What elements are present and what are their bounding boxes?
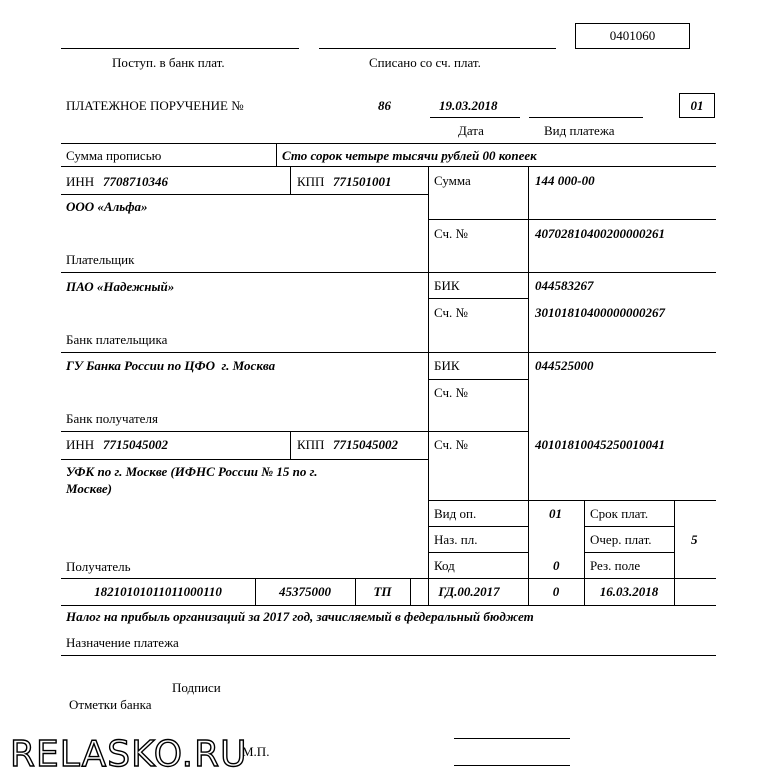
recipient-account-label: Сч. № <box>434 437 468 452</box>
recipient-bank-label: Банк получателя <box>66 411 158 426</box>
tax-kbk: 18210101011011000110 <box>94 584 222 599</box>
watermark-logo: RELASKO.RU <box>10 734 248 775</box>
payer-account: 40702810400200000261 <box>535 226 665 241</box>
grid-line <box>428 166 429 605</box>
amount-words-label: Сумма прописью <box>66 148 162 163</box>
debited-label: Списано со сч. плат. <box>369 55 481 70</box>
payer-account-label: Сч. № <box>434 226 468 241</box>
payer-kpp-label: КПП <box>297 174 325 189</box>
recipient-bank-name: ГУ Банка России по ЦФО г. Москва <box>66 358 276 373</box>
recipient-account: 40101810045250010041 <box>535 437 665 452</box>
grid-line <box>61 605 716 606</box>
op-type-label: Вид оп. <box>434 506 477 521</box>
payer-bank-account: 30101810400000000267 <box>535 305 665 320</box>
payer-inn-label: ИНН <box>66 174 95 189</box>
tax-doc-date: 16.03.2018 <box>599 584 659 599</box>
signatures-label: Подписи <box>172 680 221 695</box>
recipient-name: УФК по г. Москве (ИФНС России № 15 по г. Москве) <box>66 464 318 496</box>
grid-line <box>61 143 716 144</box>
date-label: Дата <box>458 123 484 138</box>
payer-inn: 7708710346 <box>103 174 168 189</box>
payer-label: Плательщик <box>66 252 135 267</box>
tax-basis: ТП <box>373 584 392 599</box>
grid-line <box>276 143 277 166</box>
document-date: 19.03.2018 <box>439 98 498 113</box>
recipient-bank-bik: 044525000 <box>535 358 594 373</box>
payer-bank-bik-label: БИК <box>434 278 460 293</box>
payer-name: ООО «Альфа» <box>66 199 148 214</box>
grid-line <box>61 194 428 195</box>
priority-label: Очер. плат. <box>590 532 652 547</box>
document-number: 86 <box>378 98 391 113</box>
purpose-code-label: Наз. пл. <box>434 532 478 547</box>
payer-bank-name: ПАО «Надежный» <box>66 279 175 294</box>
payer-bank-account-label: Сч. № <box>434 305 468 320</box>
grid-line <box>61 166 716 167</box>
amount-value: 144 000-00 <box>535 173 595 188</box>
priority-value: 5 <box>691 532 698 547</box>
payer-status: 01 <box>690 98 704 113</box>
op-type-value: 01 <box>549 506 562 521</box>
form-code-box <box>575 23 690 49</box>
debited-date-line <box>319 48 556 49</box>
document-title: ПЛАТЕЖНОЕ ПОРУЧЕНИЕ № <box>66 98 244 113</box>
recipient-kpp: 7715045002 <box>333 437 398 452</box>
grid-line <box>428 219 716 220</box>
grid-line <box>61 431 528 432</box>
grid-line <box>674 500 675 605</box>
payer-kpp: 771501001 <box>333 174 392 189</box>
amount-label: Сумма <box>434 173 471 188</box>
code-label: Код <box>434 558 455 573</box>
received-date-line <box>61 48 299 49</box>
received-label: Поступ. в банк плат. <box>112 55 225 70</box>
amount-words-value: Сто сорок четыре тысячи рублей 00 копеек <box>282 148 537 163</box>
payer-bank-bik: 044583267 <box>535 278 594 293</box>
recipient-kpp-label: КПП <box>297 437 325 452</box>
bank-marks-label: Отметки банка <box>69 697 152 712</box>
tax-oktmo: 45375000 <box>279 584 331 599</box>
purpose-label: Назначение платежа <box>66 635 179 650</box>
recipient-bank-account-label: Сч. № <box>434 385 468 400</box>
grid-line <box>428 298 528 299</box>
form-code: 0401060 <box>609 28 656 43</box>
code-value: 0 <box>553 558 560 573</box>
recipient-bank-bik-label: БИК <box>434 358 460 373</box>
grid-line <box>428 500 716 501</box>
recipient-inn: 7715045002 <box>103 437 168 452</box>
grid-line <box>61 459 428 460</box>
grid-line <box>61 352 716 353</box>
term-label: Срок плат. <box>590 506 649 521</box>
grid-line <box>584 526 674 527</box>
recipient-inn-label: ИНН <box>66 437 95 452</box>
tax-period: ГД.00.2017 <box>438 584 500 599</box>
grid-line <box>428 526 528 527</box>
date-line <box>430 117 520 118</box>
stamp-label: М.П. <box>242 744 270 759</box>
grid-line <box>428 552 528 553</box>
payment-type-line <box>529 117 643 118</box>
grid-line <box>290 431 291 459</box>
grid-line <box>290 166 291 194</box>
tax-doc-number: 0 <box>552 584 560 599</box>
payment-type-label: Вид платежа <box>544 123 615 138</box>
grid-line <box>61 272 716 273</box>
signature-line <box>454 738 570 739</box>
grid-line <box>61 578 716 579</box>
purpose-line <box>61 655 716 656</box>
grid-line <box>428 379 528 380</box>
grid-line <box>584 552 674 553</box>
purpose-value: Налог на прибыль организаций за 2017 год, зачисляемый в федеральный бюджет <box>66 609 534 624</box>
reserve-label: Рез. поле <box>590 558 641 573</box>
payer-status-box <box>679 93 715 118</box>
payer-bank-label: Банк плательщика <box>66 332 168 347</box>
signature-line <box>454 765 570 766</box>
recipient-label: Получатель <box>66 559 131 574</box>
grid-line <box>528 166 529 605</box>
